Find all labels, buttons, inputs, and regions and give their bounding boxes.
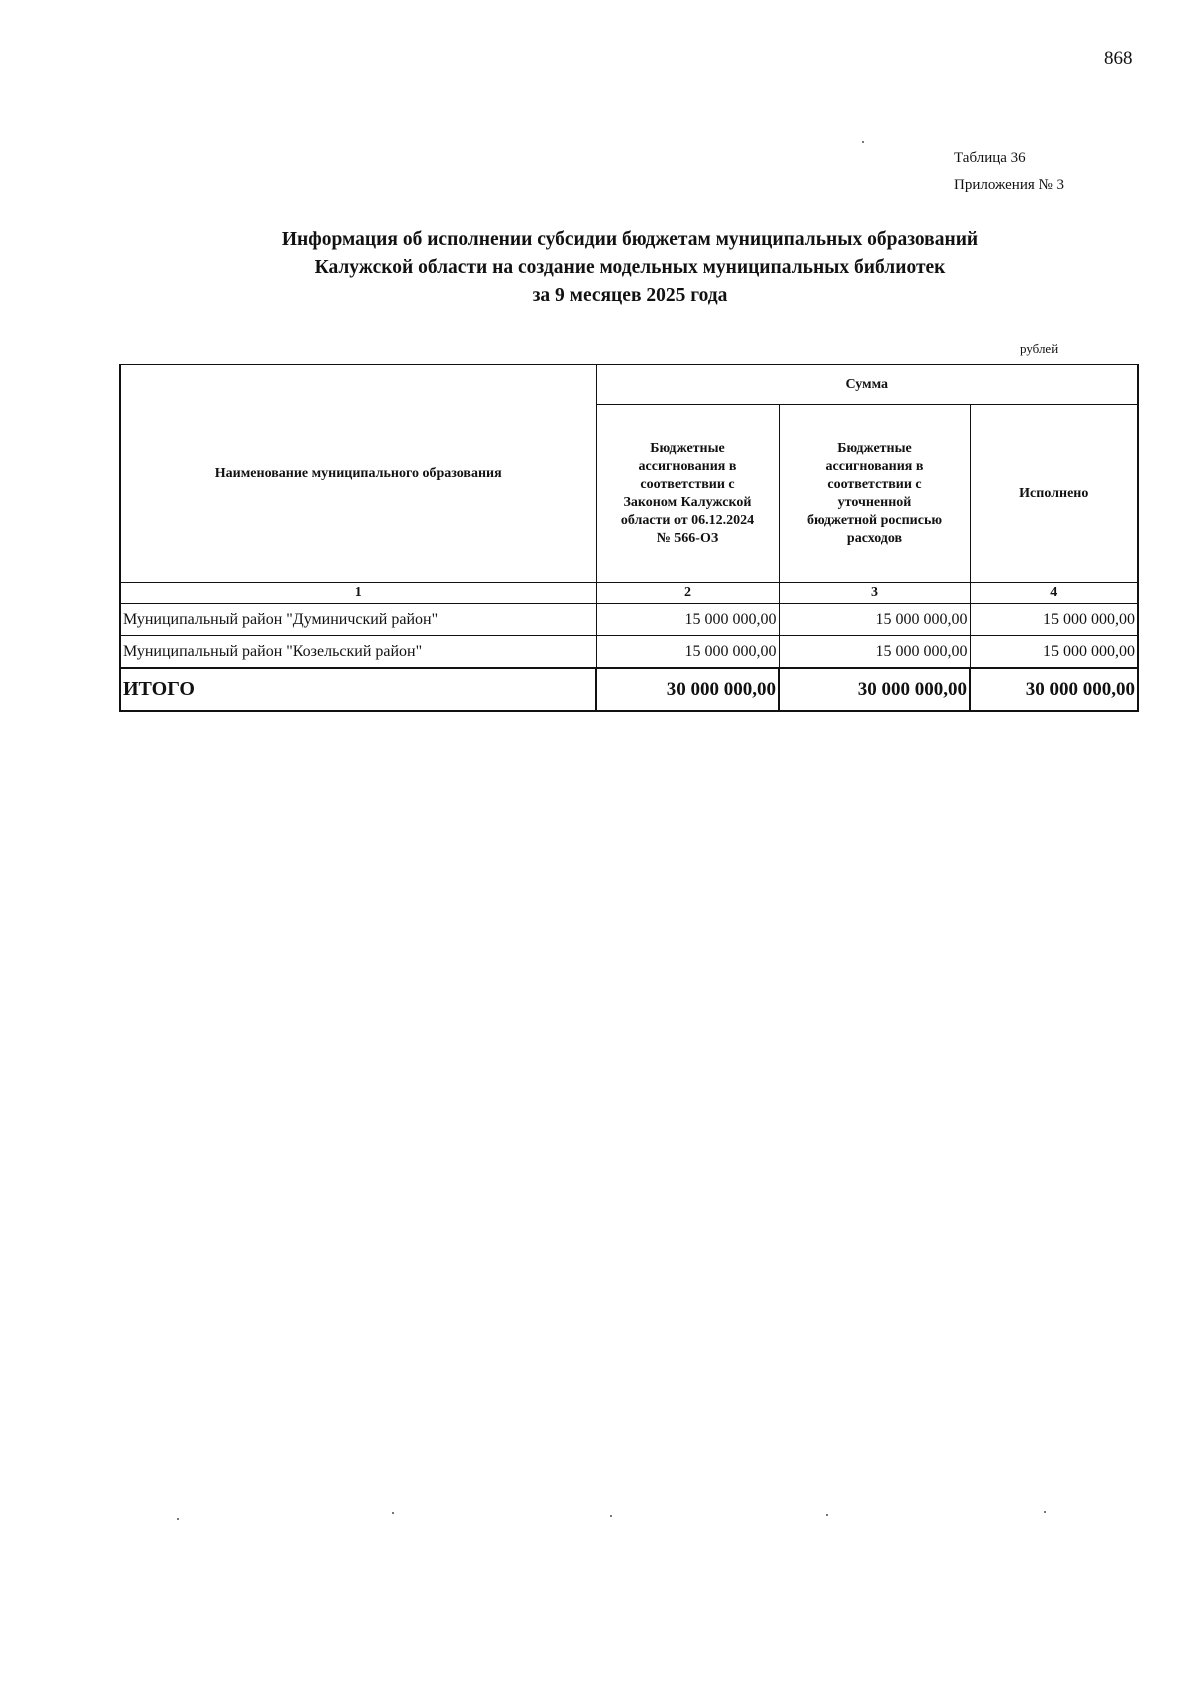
table-row	[120, 604, 1138, 636]
scan-speck	[862, 141, 864, 143]
title-line-3: за 9 месяцев 2025 года	[532, 285, 728, 306]
refined-header-line: уточненной	[837, 494, 912, 510]
law-header-line: соответствии с	[640, 476, 735, 492]
row-name: Муниципальный район "Козельский район"	[120, 636, 596, 669]
scan-speck	[610, 1515, 612, 1517]
document-title	[120, 226, 1140, 310]
row-executed-value: 15 000 000,00	[970, 636, 1138, 669]
column-header-sum: Сумма	[596, 365, 1138, 405]
table-reference	[954, 145, 1064, 199]
row-name: Муниципальный район "Думиничский район"	[120, 604, 596, 636]
total-law-value: 30 000 000,00	[596, 668, 779, 711]
subsidy-table	[119, 364, 1139, 712]
law-header-line: № 566-ОЗ	[656, 530, 719, 546]
scan-speck	[826, 1514, 828, 1516]
column-header-executed: Исполнено	[970, 405, 1138, 583]
law-header-line: области от 06.12.2024	[620, 512, 755, 528]
refined-header-line: ассигнования в	[825, 458, 924, 474]
table-row	[120, 636, 1138, 669]
row-refined-value: 15 000 000,00	[779, 636, 970, 669]
table-reference-line-2: Приложения № 3	[954, 177, 1065, 193]
column-header-refined-allocations	[779, 405, 970, 583]
refined-header-line: соответствии с	[827, 476, 922, 492]
total-row	[120, 668, 1138, 711]
column-number: 2	[596, 583, 779, 604]
total-label: ИТОГО	[120, 668, 596, 711]
column-number: 4	[970, 583, 1138, 604]
refined-header-line: бюджетной росписью	[806, 512, 943, 528]
law-header-line: ассигнования в	[638, 458, 737, 474]
row-law-value: 15 000 000,00	[596, 604, 779, 636]
column-header-law-allocations	[596, 405, 779, 583]
total-refined-value: 30 000 000,00	[779, 668, 970, 711]
scan-speck	[392, 1512, 394, 1514]
law-header-line: Законом Калужской	[623, 494, 752, 510]
scan-speck	[1044, 1511, 1046, 1513]
law-header-line: Бюджетные	[650, 440, 725, 456]
column-header-name: Наименование муниципального образования	[120, 365, 596, 583]
row-executed-value: 15 000 000,00	[970, 604, 1138, 636]
total-executed-value: 30 000 000,00	[970, 668, 1138, 711]
title-line-2: Калужской области на создание модельных муниципальных библиотек	[314, 257, 946, 278]
refined-header-line: расходов	[846, 530, 903, 546]
table-reference-line-1: Таблица 36	[954, 150, 1026, 166]
row-refined-value: 15 000 000,00	[779, 604, 970, 636]
refined-header-line: Бюджетные	[837, 440, 912, 456]
units-label: рублей	[1020, 341, 1059, 356]
column-number: 3	[779, 583, 970, 604]
scan-speck	[177, 1518, 179, 1520]
page-number: 868	[1104, 48, 1133, 69]
column-number: 1	[120, 583, 596, 604]
title-line-1: Информация об исполнении субсидии бюджетам муниципальных образований	[281, 229, 979, 250]
row-law-value: 15 000 000,00	[596, 636, 779, 669]
